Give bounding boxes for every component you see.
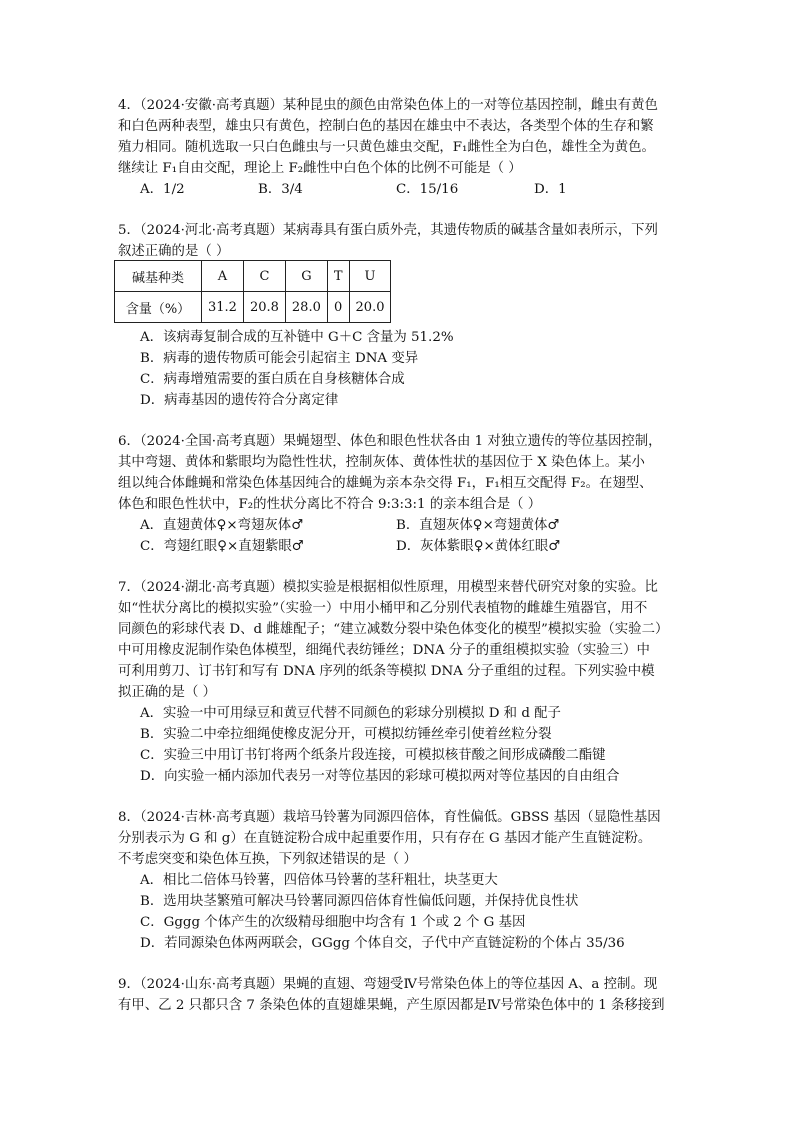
q8-option-a: A．相比二倍体马铃薯，四倍体马铃薯的茎秆粗壮，块茎更大: [140, 873, 498, 888]
q4-line-3: 殖力相同。随机选取一只白色雌虫与一只黄色雄虫交配，F₁雌性全为白色，雄性全为黄色。: [118, 140, 655, 155]
q8-line-1: 8．（2024·吉林·高考真题）栽培马铃薯为同源四倍体，育性偏低。GBSS 基因（显隐性基因: [118, 810, 661, 825]
table-cell: G: [285, 261, 327, 292]
q7-option-b: B．实验二中牵拉细绳使橡皮泥分开，可模拟纺锤丝牵引使着丝粒分裂: [140, 727, 552, 742]
q6-option-b: B．直翅灰体♀×弯翅黄体♂: [396, 518, 560, 533]
q6-line-2: 其中弯翅、黄体和紫眼均为隐性性状，控制灰体、黄体性状的基因位于 X 染色体上。某小: [118, 455, 645, 470]
table-cell: A: [202, 261, 244, 292]
q6-line-4: 体色和眼色性状中，F₂的性状分离比不符合 9:3:3:1 的亲本组合是（ ）: [118, 497, 542, 512]
table-cell: 含量（%）: [115, 292, 202, 323]
q4-line-1: 4．（2024·安徽·高考真题）某种昆虫的颜色由常染色体上的一对等位基因控制，雌虫有黄色: [118, 98, 658, 113]
q8-option-b: B．选用块茎繁殖可解决马铃薯同源四倍体育性偏低问题，并保持优良性状: [140, 894, 579, 909]
q8-option-d: D．若同源染色体两两联会，GGgg 个体自交，子代中产直链淀粉的个体占 35/36: [140, 936, 625, 951]
q6-option-d: D．灰体紫眼♀×黄体红眼♂: [396, 539, 561, 554]
q7-option-a: A．实验一中可用绿豆和黄豆代替不同颜色的彩球分别模拟 D 和 d 配子: [140, 706, 561, 721]
table-header-row: [115, 261, 391, 292]
table-cell: C: [243, 261, 285, 292]
q4-line-2: 和白色两种表型，雄虫只有黄色，控制白色的基因在雄虫中不表达，各类型个体的生存和繁: [118, 119, 654, 134]
q8-line-3: 不考虑突变和染色体互换，下列叙述错误的是（ ）: [118, 852, 417, 867]
q4-option-c: C．15/16: [396, 182, 459, 197]
q6-option-c: C．弯翅红眼♀×直翅紫眼♂: [140, 539, 304, 554]
q9-line-2: 有甲、乙 2 只都只含 7 条染色体的直翅雄果蝇，产生原因都是Ⅳ号常染色体中的 1 条移接到: [118, 998, 665, 1013]
table-cell: 31.2: [202, 292, 244, 323]
q7-option-d: D．向实验一桶内添加代表另一对等位基因的彩球可模拟两对等位基因的自由组合: [140, 769, 620, 784]
q4-line-4: 继续让 F₁自由交配，理论上 F₂雌性中白色个体的比例不可能是（ ）: [118, 161, 522, 176]
q5-option-a: A．该病毒复制合成的互补链中 G＋C 含量为 51.2%: [140, 330, 454, 345]
table-cell: 20.0: [349, 292, 391, 323]
q4-option-d: D．1: [534, 182, 567, 197]
q5-option-d: D．病毒基因的遗传符合分离定律: [140, 393, 339, 408]
table-cell: 28.0: [285, 292, 327, 323]
q6-line-3: 组以纯合体雌蝇和常染色体基因纯合的雄蝇为亲本杂交得 F₁，F₁相互交配得 F₂。在翅型、: [118, 476, 653, 491]
table-cell: 0: [327, 292, 349, 323]
q7-line-2: 如“性状分离比的模拟实验”（实验一）中用小桶甲和乙分别代表植物的雌雄生殖器官，用不: [118, 601, 648, 616]
q7-line-6: 拟正确的是（ ）: [118, 685, 216, 700]
q7-line-3: 同颜色的彩球代表 D、d 雌雄配子；“建立减数分裂中染色体变化的模型”模拟实验（实验二）: [118, 622, 669, 637]
q4-option-b: B．3/4: [258, 182, 303, 197]
q8-option-c: C．Gggg 个体产生的次级精母细胞中均含有 1 个或 2 个 G 基因: [140, 915, 526, 930]
q4-option-a: A．1/2: [140, 182, 185, 197]
q6-line-1: 6．（2024·全国·高考真题）果蝇翅型、体色和眼色性状各由 1 对独立遗传的等位基因控制，: [118, 434, 662, 449]
q5-line-2: 叙述正确的是（ ）: [118, 244, 230, 259]
q6-option-a: A．直翅黄体♀×弯翅灰体♂: [140, 518, 304, 533]
q5-option-c: C．病毒增殖需要的蛋白质在自身核糖体合成: [140, 372, 405, 387]
table-cell: 20.8: [243, 292, 285, 323]
table-cell: U: [349, 261, 391, 292]
q9-line-1: 9．（2024·山东·高考真题）果蝇的直翅、弯翅受Ⅳ号常染色体上的等位基因 A、a 控制。现: [118, 977, 658, 992]
q8-line-2: 分别表示为 G 和 g）在直链淀粉合成中起重要作用，只有存在 G 基因才能产生直链淀粉。: [118, 831, 652, 846]
table-cell: 碱基种类: [115, 261, 202, 292]
base-content-table: [114, 260, 391, 323]
q7-line-5: 可利用剪刀、订书钉和写有 DNA 序列的纸条等模拟 DNA 分子重组的过程。下列实验中模: [118, 664, 655, 679]
q7-option-c: C．实验三中用订书钉将两个纸条片段连接，可模拟核苷酸之间形成磷酸二酯键: [140, 748, 606, 763]
q7-line-1: 7．（2024·湖北·高考真题）模拟实验是根据相似性原理，用模型来替代研究对象的实验。比: [118, 580, 658, 595]
table-cell: T: [327, 261, 349, 292]
table-row: [115, 292, 391, 323]
q5-option-b: B．病毒的遗传物质可能会引起宿主 DNA 变异: [140, 351, 419, 366]
q7-line-4: 中可用橡皮泥制作染色体模型，细绳代表纺锤丝；DNA 分子的重组模拟实验（实验三）中: [118, 643, 650, 658]
q5-line-1: 5．（2024·河北·高考真题）某病毒具有蛋白质外壳，其遗传物质的碱基含量如表所示，下列: [118, 223, 658, 238]
